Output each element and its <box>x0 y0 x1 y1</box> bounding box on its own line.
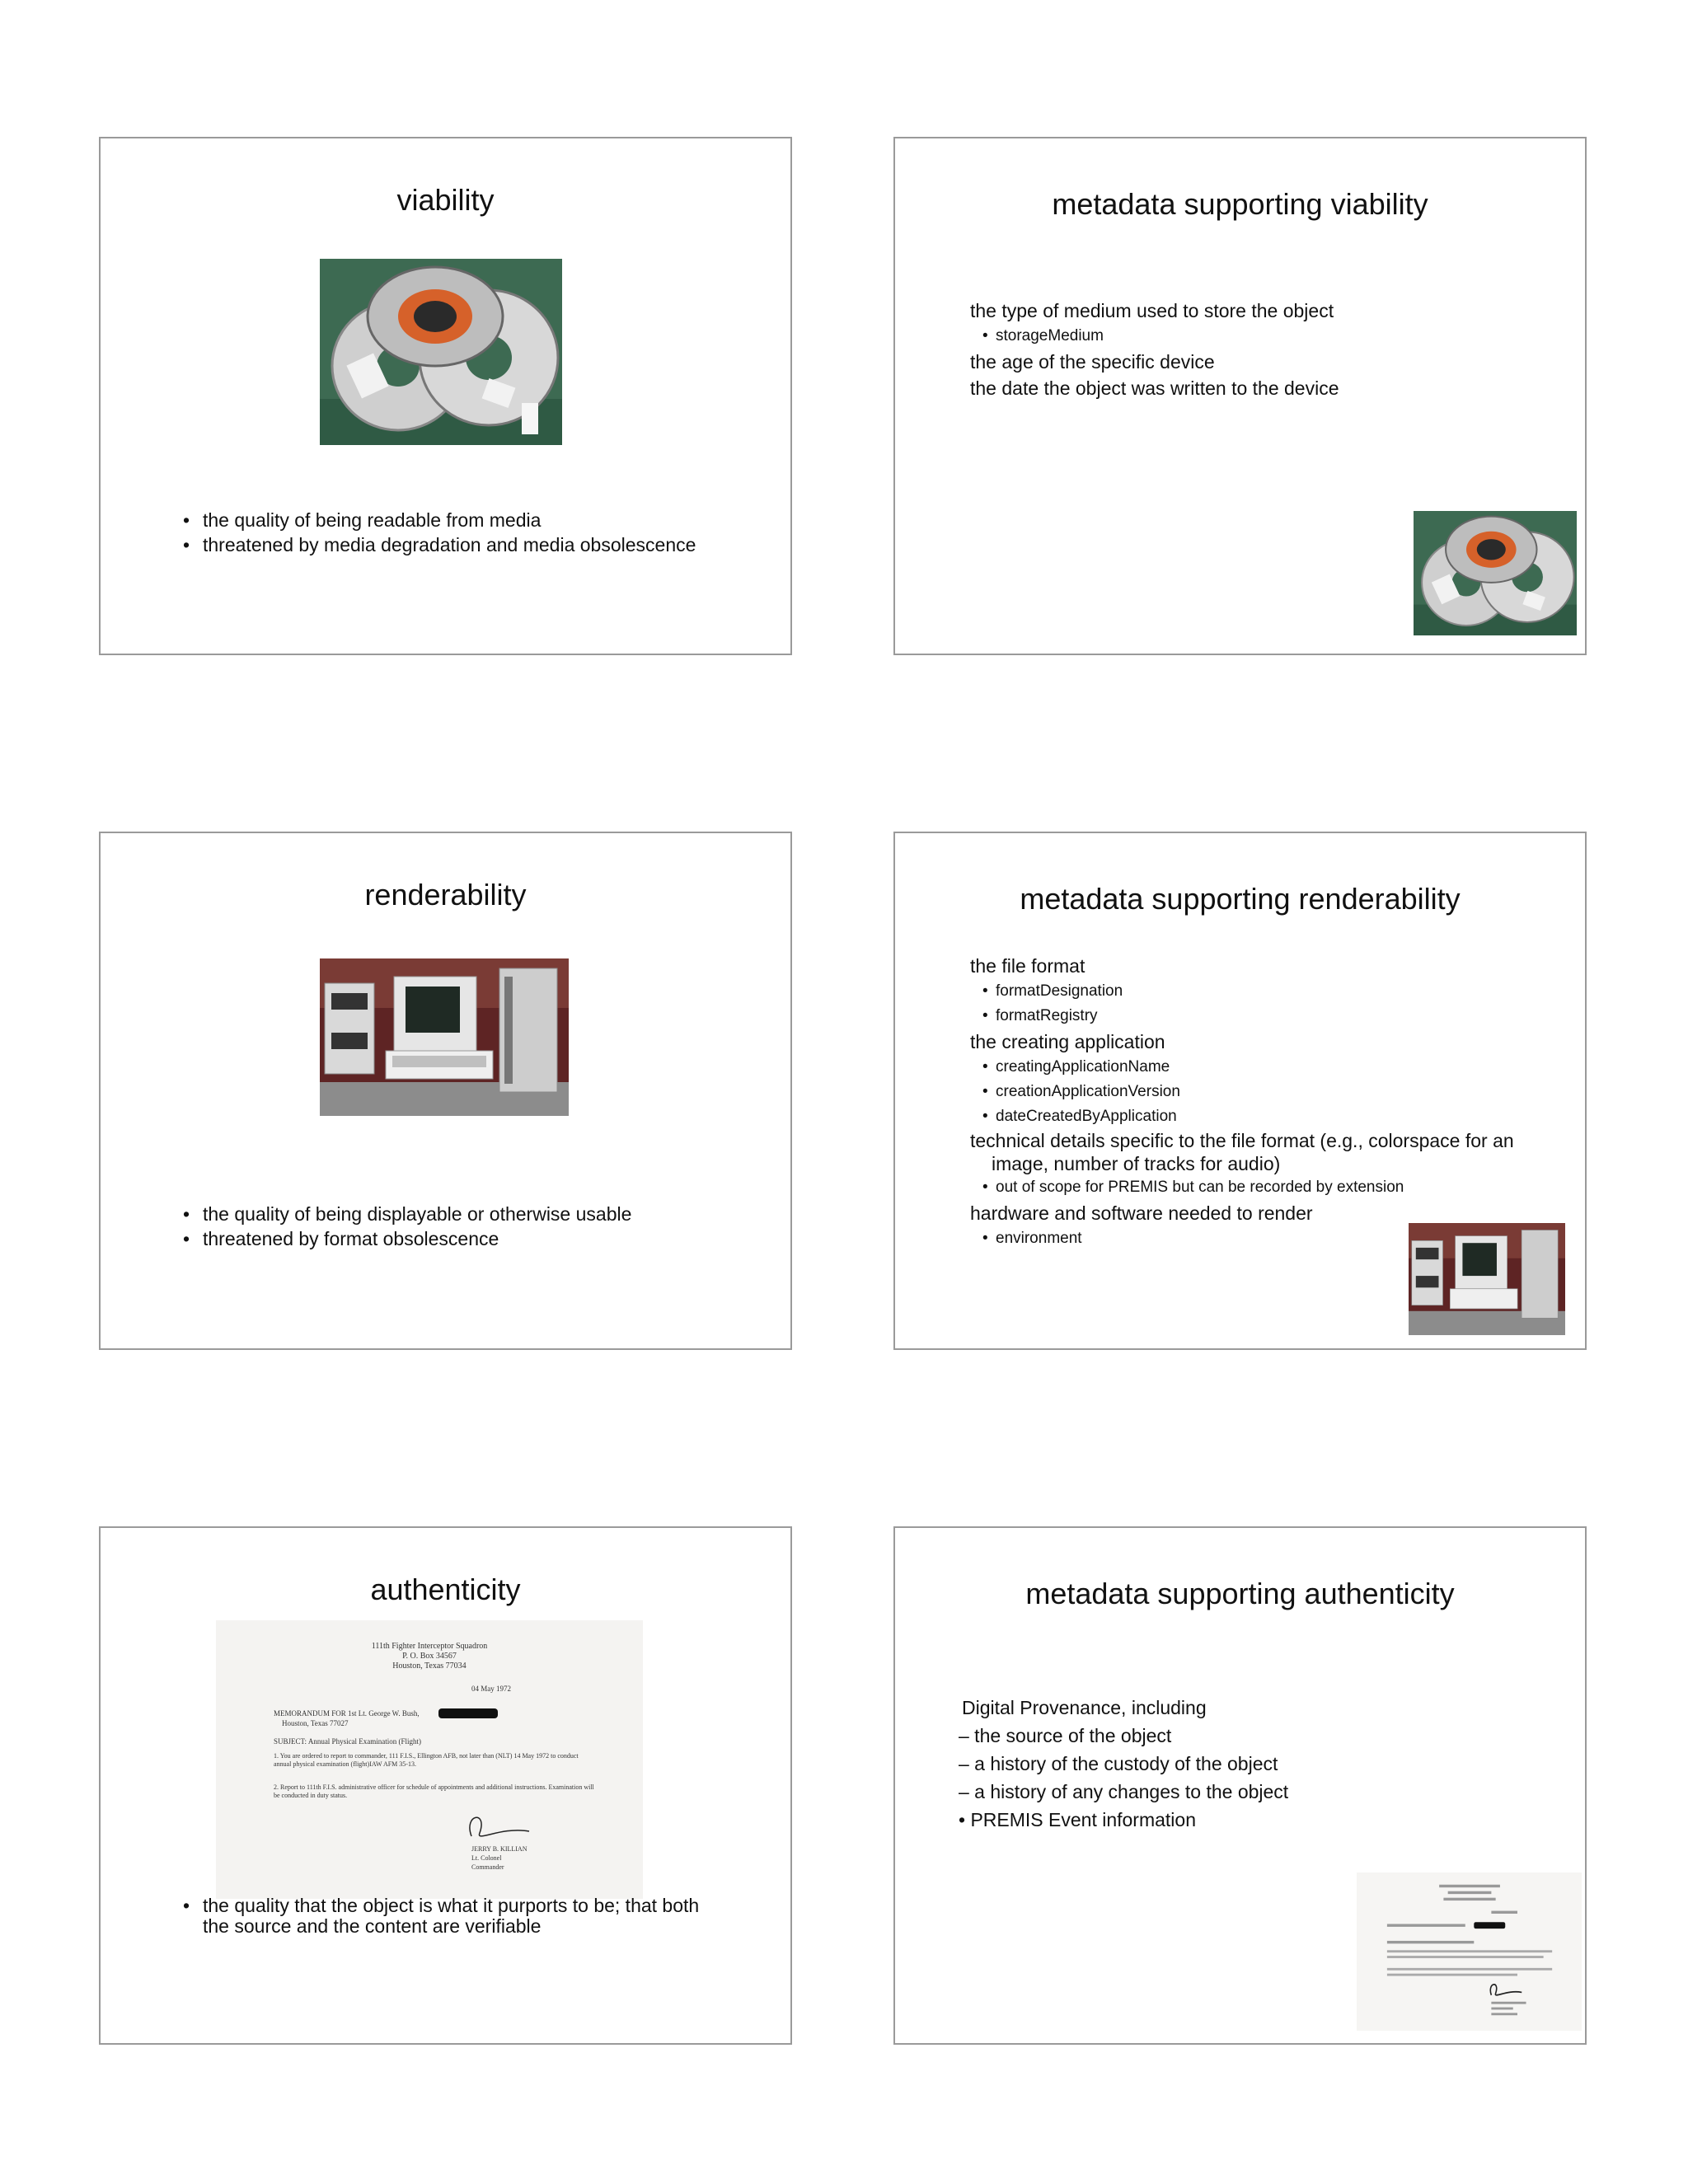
list-item: the age of the specific device <box>970 351 1215 373</box>
memo-header-line: P. O. Box 34567 <box>402 1652 457 1661</box>
list-item: technical details specific to the file format (e.g., colorspace for an image, number of tracks for audio) <box>970 1130 1514 1174</box>
metadata-list <box>959 1694 1288 1834</box>
list-subitem: • PREMIS Event information <box>959 1809 1196 1830</box>
bullet-list <box>183 508 696 557</box>
slide-title: metadata supporting authenticity <box>1025 1577 1455 1610</box>
list-subitem: • dateCreatedByApplication <box>970 1104 1560 1129</box>
tape-reels-photo <box>320 259 562 445</box>
bullet-item: • threatened by media degradation and media obsolescence <box>183 532 696 557</box>
redaction-mark <box>438 1708 498 1718</box>
list-subitem: • creatingApplicationName <box>970 1055 1560 1080</box>
slide-title: viability <box>396 183 495 217</box>
list-subitem: • formatRegistry <box>970 1004 1560 1029</box>
list-item: the creating application <box>970 1031 1165 1052</box>
memo-signature-line: JERRY B. KILLIAN <box>471 1845 528 1853</box>
metadata-list <box>970 953 1560 1251</box>
slide-metadata-renderability <box>893 832 1587 1350</box>
list-subitem: • storageMedium <box>970 324 1339 349</box>
memo-paragraph: 2. Report to 111th F.I.S. administrative officer for schedule of appointments and additional instructions. Examination will be conducted in duty status. <box>274 1783 594 1799</box>
tape-reels-photo <box>1414 511 1577 635</box>
slide-title: renderability <box>364 878 527 912</box>
list-item: Digital Provenance, including <box>962 1697 1207 1718</box>
memo-city: Houston, Texas 77027 <box>282 1719 349 1727</box>
list-item: the date the object was written to the device <box>970 377 1339 399</box>
bullet-list <box>183 1896 710 1937</box>
memo-signature-line: Commander <box>471 1863 504 1871</box>
list-subitem: – the source of the object <box>959 1725 1172 1746</box>
memo-recipient: MEMORANDUM FOR 1st Lt. George W. Bush, <box>274 1709 420 1718</box>
vintage-computer-photo <box>1409 1223 1565 1335</box>
list-item: the type of medium used to store the object <box>970 300 1334 321</box>
memorandum-document-scan <box>1357 1872 1582 2031</box>
slide-title: metadata supporting renderability <box>1020 882 1461 916</box>
list-subitem: • formatDesignation <box>970 979 1560 1004</box>
list-item: hardware and software needed to render <box>970 1202 1313 1224</box>
vintage-computer-photo <box>320 958 569 1116</box>
slide-renderability <box>99 832 792 1350</box>
list-item: the file format <box>970 955 1085 977</box>
bullet-item: • the quality that the object is what it purports to be; that both the source and the content are verifiable <box>183 1896 710 1937</box>
slide-authenticity <box>99 1526 792 2045</box>
slide-title: metadata supporting viability <box>1052 187 1428 221</box>
bullet-item: • the quality of being displayable or otherwise usable <box>183 1202 631 1226</box>
memorandum-document-scan <box>216 1620 643 1899</box>
list-subitem: • environment <box>970 1226 1560 1251</box>
memo-signature-line: Lt. Colonel <box>471 1854 502 1862</box>
bullet-item: • the quality of being readable from media <box>183 508 696 532</box>
slide-viability <box>99 137 792 655</box>
memo-subject: SUBJECT: Annual Physical Examination (Flight) <box>274 1737 422 1746</box>
metadata-list <box>970 298 1339 401</box>
list-subitem: – a history of any changes to the object <box>959 1781 1289 1802</box>
memo-header-line: Houston, Texas 77034 <box>392 1661 467 1671</box>
memo-paragraph: 1. You are ordered to report to commander, 111 F.I.S., Ellington AFB, not later than (NLT) 14 May 1972 to conduct annual physical examination (flight)IAW AFM 35-13. <box>274 1752 579 1768</box>
memo-header-line: 111th Fighter Interceptor Squadron <box>371 1642 488 1651</box>
bullet-list <box>183 1202 631 1251</box>
slide-title: authenticity <box>370 1572 521 1606</box>
bullet-item: • threatened by format obsolescence <box>183 1226 631 1251</box>
list-subitem: – a history of the custody of the object <box>959 1753 1278 1774</box>
slide-metadata-viability <box>893 137 1587 655</box>
memo-date: 04 May 1972 <box>471 1685 511 1693</box>
slide-metadata-authenticity <box>893 1526 1587 2045</box>
list-subitem: • creationApplicationVersion <box>970 1080 1560 1104</box>
list-subitem: • out of scope for PREMIS but can be recorded by extension <box>970 1175 1560 1200</box>
